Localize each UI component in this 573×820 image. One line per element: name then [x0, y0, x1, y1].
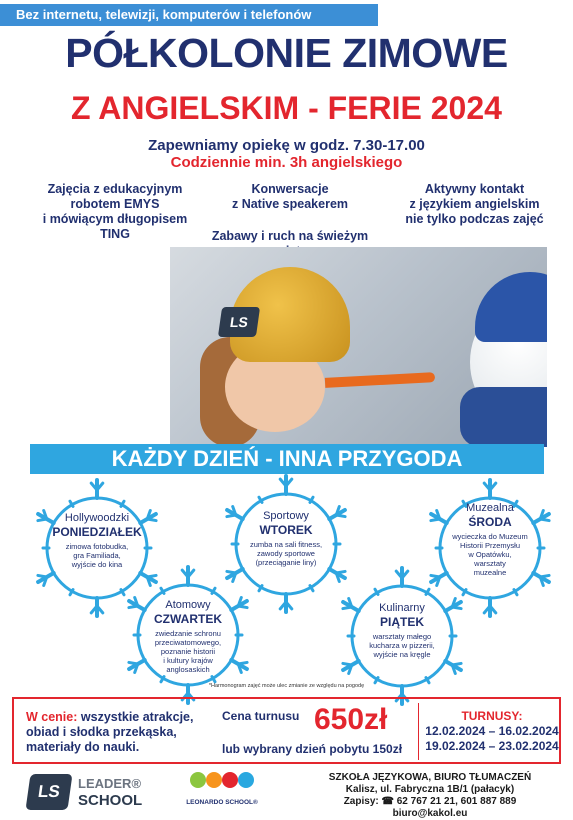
desc-line: w Opatówku,	[468, 550, 512, 559]
turnus-date: 12.02.2024 – 16.02.2024	[425, 724, 559, 738]
feature-contact-line: z językiem angielskim	[409, 197, 540, 211]
page-subtitle: Z ANGIELSKIM - FERIE 2024	[71, 90, 502, 126]
desc-line: wyjście do kina	[71, 560, 123, 569]
contact-email: biuro@kakol.eu	[392, 808, 468, 819]
leonardo-text: LEONARDO SCHOOL®	[186, 799, 258, 806]
desc-line: poznanie historii	[160, 647, 216, 656]
desc-line: zawody sportowe	[257, 549, 315, 558]
face-icon	[222, 772, 238, 788]
contact-line: SZKOŁA JĘZYKOWA, BIURO TŁUMACZEŃ	[328, 772, 532, 783]
price-box	[12, 697, 561, 764]
contact-info	[300, 772, 560, 820]
face-icon	[206, 772, 222, 788]
face-icon	[190, 772, 206, 788]
day-name: PONIEDZIAŁEK	[52, 525, 142, 539]
feature-native-line: Konwersacje	[251, 182, 329, 196]
day-theme: Hollywoodzki	[64, 512, 130, 524]
day-theme: Atomowy	[165, 599, 211, 611]
daily-english: Codziennie min. 3h angielskiego	[170, 154, 403, 171]
desc-line: muzealne	[473, 568, 507, 577]
turnusy-dates	[422, 709, 562, 754]
day-card-thursday	[138, 599, 238, 674]
day-description	[138, 629, 238, 674]
feature-contact	[392, 182, 557, 227]
feature-robot-line: robotem EMYS	[70, 197, 160, 211]
desc-line: anglosaskich	[166, 665, 210, 674]
contact-line: Kalisz, ul. Fabryczna 1B/1 (pałacyk)	[345, 784, 515, 795]
divider	[418, 703, 419, 760]
logo-line1: LEADER®	[78, 776, 142, 791]
day-card-friday	[352, 602, 452, 659]
schedule-note: *Harmonogram zajęć może ulec zmianie ze względu na pogodę	[208, 683, 365, 689]
desc-line: Historii Przemysłu	[459, 541, 520, 550]
leonardo-school-logo	[182, 772, 262, 812]
desc-line: (przeciąganie liny)	[255, 558, 317, 567]
adventure-banner: KAŻDY DZIEŃ - INNA PRZYGODA	[30, 444, 544, 474]
page-title: PÓŁKOLONIE ZIMOWE	[65, 30, 508, 76]
included-info	[26, 710, 201, 755]
desc-line: zwiedzanie schronu	[155, 629, 221, 638]
top-bar-tagline: Bez internetu, telewizji, komputerów i telefonów	[0, 4, 378, 26]
leader-school-logo	[28, 772, 163, 812]
feature-contact-line: nie tylko podczas zajęć	[405, 212, 544, 226]
desc-line: gra Familiada,	[73, 551, 121, 560]
feature-robot-line: Zajęcia z edukacyjnym	[47, 182, 183, 196]
feature-robot-line: i mówiącym długopisem TING	[42, 212, 188, 241]
desc-line: warsztaty małego	[372, 632, 432, 641]
price-alt: lub wybrany dzień pobytu 150zł	[222, 742, 403, 756]
logo-line2: SCHOOL	[78, 792, 143, 809]
day-theme: Kulinarny	[379, 602, 425, 614]
day-card-tuesday	[236, 510, 336, 567]
feature-contact-line: Aktywny kontakt	[424, 182, 525, 196]
desc-line: wycieczka do Muzeum	[452, 532, 528, 541]
snowman-scarf	[460, 387, 547, 447]
desc-line: zimowa fotobudka,	[65, 542, 129, 551]
day-description	[352, 632, 452, 659]
included-text: wszystkie atrakcje, obiad i słodka przekąska, materiały do nauki.	[26, 710, 194, 754]
feature-native	[225, 182, 355, 212]
ls-logo-icon: LS	[25, 774, 72, 810]
feature-robot	[30, 182, 200, 242]
face-icon	[238, 772, 254, 788]
snowman-hat	[475, 272, 547, 342]
day-card-monday	[47, 512, 147, 569]
desc-line: wyjście na kręgle	[373, 650, 431, 659]
day-name: ŚRODA	[468, 515, 512, 529]
desc-line: przeciwatomowego,	[154, 638, 222, 647]
day-description	[236, 540, 336, 567]
included-label: W cenie:	[26, 710, 78, 724]
day-theme: Muzealna	[466, 502, 514, 514]
care-hours: Zapewniamy opiekę w godz. 7.30-17.00	[148, 137, 425, 154]
turnusy-label: TURNUSY:	[461, 709, 523, 723]
turnus-date: 19.02.2024 – 23.02.2024	[425, 739, 559, 753]
ls-logo-badge: LS	[218, 307, 260, 337]
winter-photo	[170, 247, 547, 447]
desc-line: zumba na sali fitness,	[249, 540, 323, 549]
feature-outdoor: Zabawy i ruch na świeżym	[211, 229, 369, 243]
feature-native-line: z Native speakerem	[231, 197, 349, 211]
carrot-nose	[325, 372, 435, 388]
day-name: WTOREK	[259, 523, 313, 537]
day-name: CZWARTEK	[154, 612, 222, 626]
desc-line: warsztaty	[474, 559, 506, 568]
day-name: PIĄTEK	[379, 615, 424, 629]
price-label: Cena turnusu	[222, 709, 300, 723]
desc-line: kucharza w pizzerii,	[369, 641, 435, 650]
day-theme: Sportowy	[263, 510, 309, 522]
desc-line: i kultury krajów	[163, 656, 213, 665]
contact-phone: Zapisy: ☎ 62 767 21 21, 601 887 889	[343, 796, 517, 807]
price-value: 650zł	[314, 703, 388, 736]
